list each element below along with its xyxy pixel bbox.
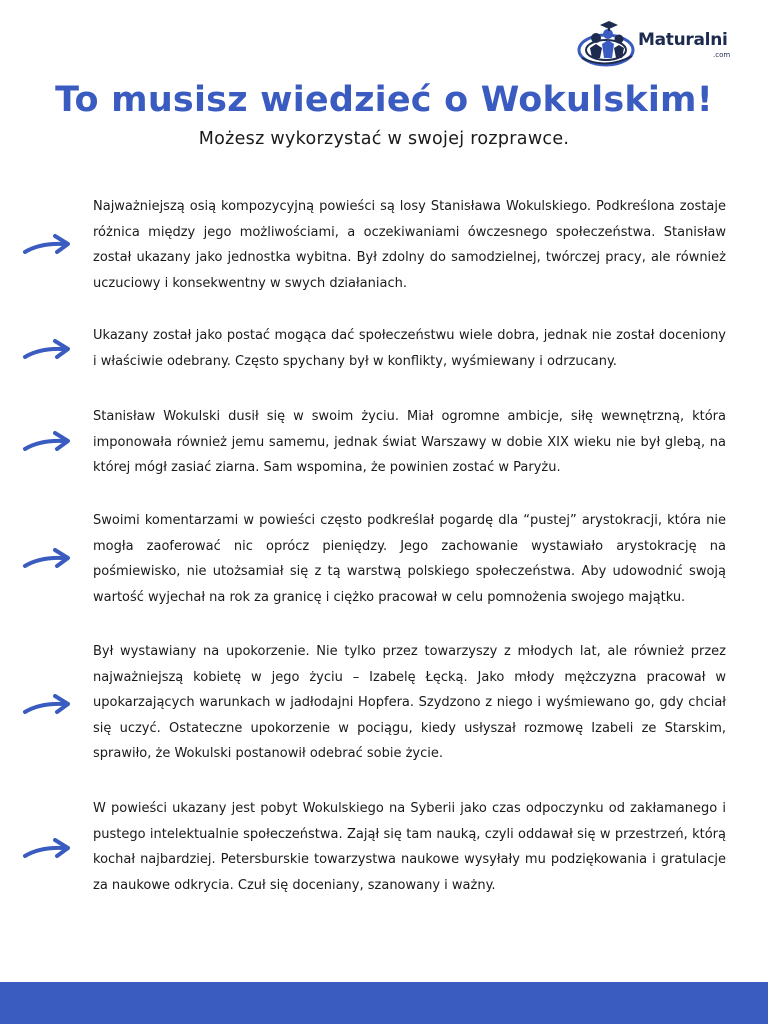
graduation-globe-icon: [576, 18, 640, 70]
curved-arrow-icon: [22, 836, 74, 860]
curved-arrow-icon: [22, 546, 74, 570]
curved-arrow-icon: [22, 429, 74, 453]
curved-arrow-icon: [22, 692, 74, 716]
paragraph-1: Najważniejszą osią kompozycyjną powieści są losy Stanisława Wokulskiego. Podkreślona zostaje różnica między jego możliwościami, a oczekiwaniami ówczesnego społeczeństwa. Stanisław został ukazany jako jednostka wybitna. Był zdolny do samodzielnej, twórczej pracy, ale również uczuciowy i konsekwentny w swych działaniach.: [93, 199, 726, 291]
page-subtitle: Możesz wykorzystać w swojej rozprawce.: [198, 129, 570, 149]
logo-domain-suffix: .com: [713, 51, 731, 59]
paragraph-2: Ukazany został jako postać mogąca dać społeczeństwu wiele dobra, jednak nie został doceniony i właściwie odebrany. Często spychany był w konflikty, wyśmiewany i odrzucany.: [93, 328, 726, 369]
maturalni-logo[interactable]: [576, 18, 746, 70]
page-title: To musisz wiedzieć o Wokulskim!: [55, 80, 713, 120]
logo-wordmark: Maturalni: [638, 30, 728, 50]
curved-arrow-icon: [22, 337, 74, 361]
footer-bar: [0, 982, 768, 1024]
paragraph-5: Był wystawiany na upokorzenie. Nie tylko przez towarzyszy z młodych lat, ale również przez najważniejszą kobietę w jego życiu – Izabelę Łęcką. Jako młody mężczyzna pracował w upokarzających warunkach w jadłodajni Hopfera. Szydzono z niego i wyśmiewano go, gdy chciał się uczyć. Ostateczne upokorzenie w pociągu, kiedy usłyszał rozmowę Izabeli ze Starskim, sprawiło, że Wokulski postanowił odebrać sobie życie.: [93, 644, 726, 761]
curved-arrow-icon: [22, 232, 74, 256]
paragraph-6: W powieści ukazany jest pobyt Wokulskiego na Syberii jako czas odpoczynku od zakłamanego i pustego intelektualnie społeczeństwa. Zajął się tam nauką, czyli oddawał się w przestrzeń, którą kochał najbardziej. Petersburskie towarzystwa naukowe wysyłały mu podziękowania i gratulacje za naukowe odkrycia. Czuł się doceniany, szanowany i ważny.: [93, 801, 726, 893]
paragraph-3: Stanisław Wokulski dusił się w swoim życiu. Miał ogromne ambicje, siłę wewnętrzną, która imponowała również jemu samemu, jednak świat Warszawy w dobie XIX wieku nie był glebą, na której mógł zasiać ziarna. Sam wspomina, że powinien zostać w Paryżu.: [93, 409, 726, 475]
paragraph-4: Swoimi komentarzami w powieści często podkreślał pogardę dla “pustej” arystokracji, która nie mogła zaoferować nic oprócz pieniędzy. Jego zachowanie wystawiało arystokrację na pośmiewisko, nie utożsamiał się z tą warstwą polskiego społeczeństwa. Aby udowodnić swoją wartość wyjechał na rok za granicę i ciężko pracował w celu pomnożenia swojego majątku.: [93, 513, 726, 605]
